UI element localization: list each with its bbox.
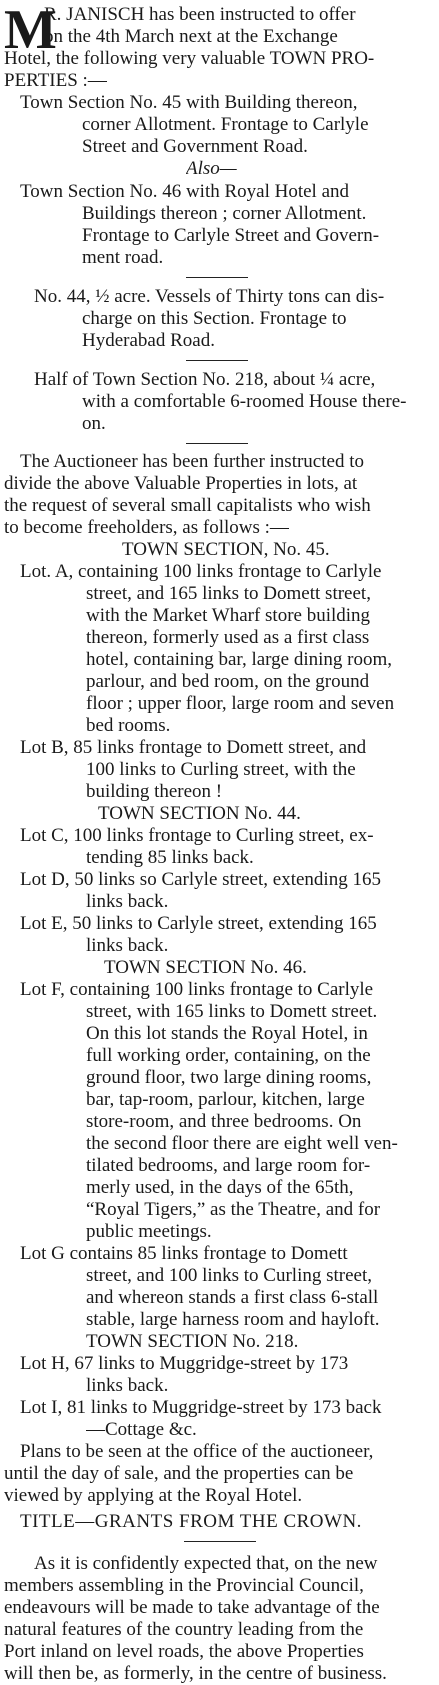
property-item-2: ment road. [82, 247, 164, 268]
section-heading-218: TOWN SECTION No. 218. [86, 1331, 299, 1352]
lot-g: street, and 100 links to Curling street, [86, 1265, 373, 1286]
lot-f: bar, tap-room, parlour, kitchen, large [86, 1089, 365, 1110]
intro-line: PERTIES :— [4, 70, 107, 91]
lot-a: street, and 165 links to Domett street, [86, 583, 371, 604]
separator-rule [184, 1541, 256, 1542]
lot-a: bed rooms. [86, 715, 171, 736]
lot-h: links back. [86, 1375, 169, 1396]
drop-cap: M [4, 0, 57, 61]
lot-a: parlour, and bed room, on the ground [86, 671, 370, 692]
property-item-2: Frontage to Carlyle Street and Govern- [82, 225, 380, 246]
lot-e: Lot E, 50 links to Carlyle street, extending 165 [20, 913, 377, 934]
lot-a: floor ; upper floor, large room and seven [86, 693, 395, 714]
lot-a: hotel, containing bar, large dining room, [86, 649, 392, 670]
lot-f: street, with 165 links to Domett street. [86, 1001, 378, 1022]
lot-h: Lot H, 67 links to Muggridge-street by 173 [20, 1353, 349, 1374]
section-heading-44: TOWN SECTION No. 44. [98, 803, 301, 824]
lot-b: building thereon ! [86, 781, 223, 802]
lot-i: Lot I, 81 links to Muggridge-street by 173 back [20, 1397, 382, 1418]
lot-g: Lot G contains 85 links frontage to Domett [20, 1243, 348, 1264]
title-line: TITLE—GRANTS FROM THE CROWN. [20, 1511, 362, 1532]
lot-b: 100 links to Curling street, with the [86, 759, 356, 780]
property-item-3: charge on this Section. Frontage to [82, 308, 347, 329]
lot-a: Lot. A, containing 100 links frontage to Carlyle [20, 561, 382, 582]
lots-intro: to become freeholders, as follows :— [4, 517, 289, 538]
lot-f: public meetings. [86, 1221, 212, 1242]
property-item-4: Half of Town Section No. 218, about ¼ acre, [34, 369, 376, 390]
section-heading-46: TOWN SECTION No. 46. [104, 957, 307, 978]
lot-a: thereon, formerly used as a first class [86, 627, 370, 648]
closing-paragraph: As it is confidently expected that, on the new [34, 1553, 378, 1574]
property-item-1: Street and Government Road. [82, 136, 308, 157]
lot-b: Lot B, 85 links frontage to Domett street, and [20, 737, 367, 758]
lots-intro: The Auctioneer has been further instructed to [20, 451, 364, 472]
plans-paragraph: until the day of sale, and the properties can be [4, 1463, 354, 1484]
property-item-1: Town Section No. 45 with Building thereon, [20, 92, 358, 113]
separator-rule [186, 443, 248, 444]
closing-paragraph: endeavours will be made to take advantage of the [4, 1597, 380, 1618]
lot-e: links back. [86, 935, 169, 956]
lot-d: links back. [86, 891, 169, 912]
lots-intro: divide the above Valuable Properties in lots, at [4, 473, 358, 494]
lot-g: and whereon stands a first class 6-stall [86, 1287, 379, 1308]
property-item-4: with a comfortable 6-roomed House there- [82, 391, 407, 412]
property-item-3: No. 44, ½ acre. Vessels of Thirty tons can dis- [34, 286, 385, 307]
intro-line: on the 4th March next at the Exchange [44, 26, 338, 47]
property-item-4: on. [82, 413, 106, 434]
lot-f: ground floor, two large dining rooms, [86, 1067, 372, 1088]
lot-f: tilated bedrooms, and large room for- [86, 1155, 371, 1176]
lot-a: with the Market Wharf store building [86, 605, 371, 626]
lot-f: the second floor there are eight well ven- [86, 1133, 398, 1154]
separator-rule [186, 360, 248, 361]
lot-c: tending 85 links back. [86, 847, 254, 868]
property-item-2: Buildings thereon ; corner Allotment. [82, 203, 367, 224]
lot-f: Lot F, containing 100 links frontage to Carlyle [20, 979, 374, 1000]
plans-paragraph: viewed by applying at the Royal Hotel. [4, 1485, 303, 1506]
lot-g: stable, large harness room and hayloft. [86, 1309, 380, 1330]
property-item-2: Town Section No. 46 with Royal Hotel and [20, 181, 350, 202]
lot-i: —Cottage &c. [86, 1419, 197, 1440]
closing-paragraph: natural features of the country leading from the [4, 1619, 364, 1640]
closing-paragraph: members assembling in the Provincial Council, [4, 1575, 364, 1596]
property-item-1: corner Allotment. Frontage to Carlyle [82, 114, 369, 135]
plans-paragraph: Plans to be seen at the office of the auctioneer, [20, 1441, 374, 1462]
closing-paragraph: will then be, as formerly, in the centre of business. [4, 1663, 387, 1684]
lot-f: merly used, in the days of the 65th, [86, 1177, 354, 1198]
lot-f: full working order, containing, on the [86, 1045, 371, 1066]
lot-d: Lot D, 50 links so Carlyle street, extending 165 [20, 869, 381, 890]
property-item-3: Hyderabad Road. [82, 330, 215, 351]
section-heading-45: TOWN SECTION, No. 45. [122, 539, 330, 560]
lot-c: Lot C, 100 links frontage to Curling street, ex- [20, 825, 374, 846]
lots-intro: the request of several small capitalists who wish [4, 495, 371, 516]
also-label: Also— [186, 158, 237, 179]
closing-paragraph: Port inland on level roads, the above Properties [4, 1641, 364, 1662]
separator-rule [186, 277, 248, 278]
lot-f: store-room, and three bedrooms. On [86, 1111, 362, 1132]
intro-line: Hotel, the following very valuable TOWN PRO- [4, 48, 375, 69]
lot-f: On this lot stands the Royal Hotel, in [86, 1023, 368, 1044]
intro-line: R. JANISCH has been instructed to offer [44, 4, 356, 25]
lot-f: “Royal Tigers,” as the Theatre, and for [86, 1199, 381, 1220]
